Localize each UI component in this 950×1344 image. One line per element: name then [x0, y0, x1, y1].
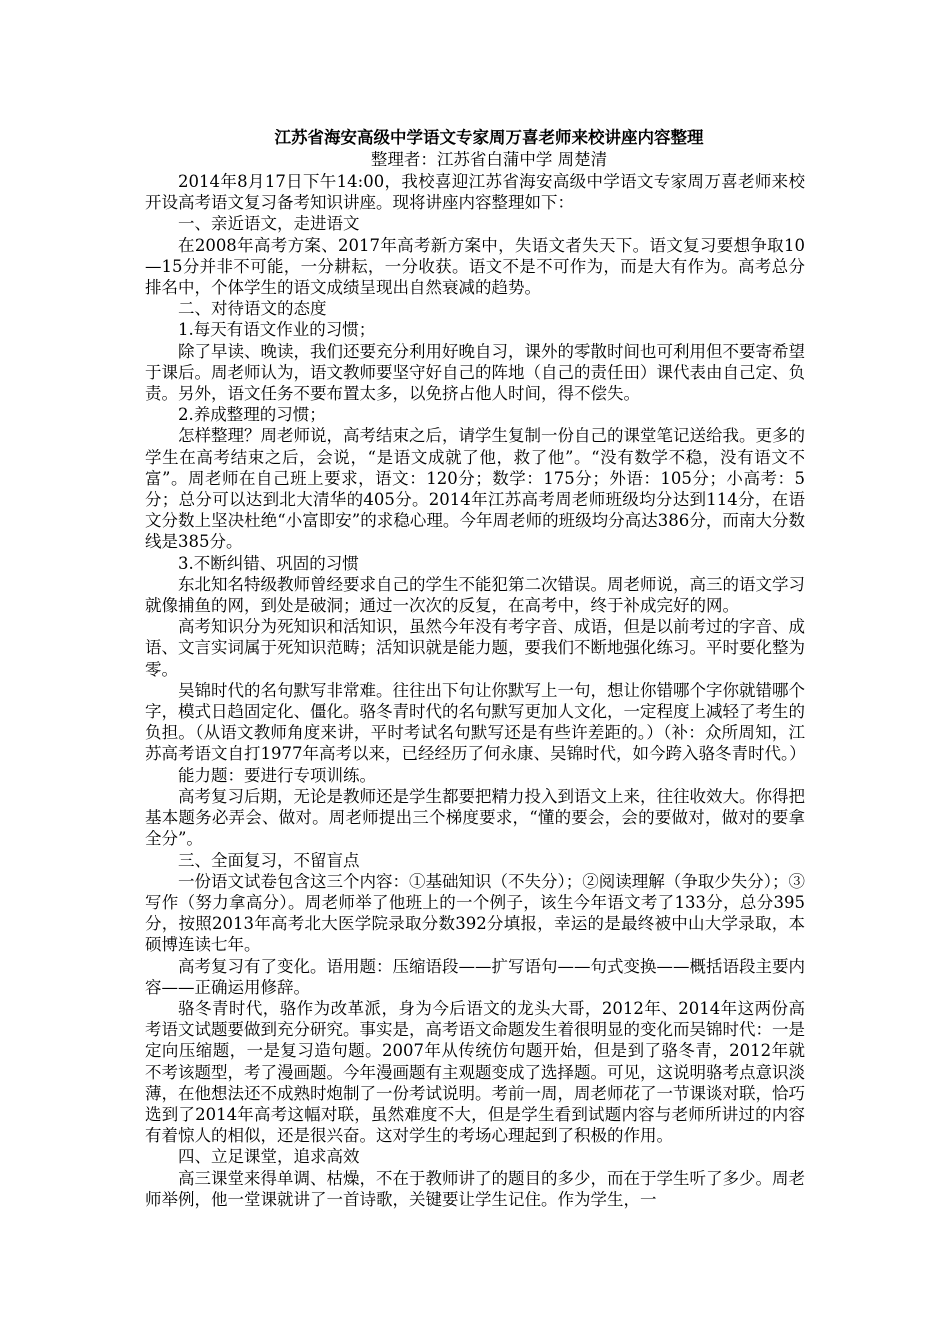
- document-title: 江苏省海安高级中学语文专家周万喜老师来校讲座内容整理: [274, 128, 704, 147]
- paragraph: 高考知识分为死知识和活知识，虽然今年没有考字音、成语，但是以前考过的字音、成语、文言实词属于死知识范畴；活知识就是能力题，要我们不断地强化练习。平时要化整为零。: [145, 617, 805, 679]
- section-heading: 一、亲近语文，走进语文: [178, 214, 360, 234]
- paragraph: 高考复习有了变化。语用题：压缩语段——扩写语句——句式变换——概括语段主要内容——正确运用修辞。: [145, 956, 805, 997]
- paragraph: 高考复习后期，无论是教师还是学生都要把精力投入到语文上来，往往收效大。你得把基本题务必弄会、做对。周老师提出三个梯度要求，“懂的要会，会的要做对，做对的要拿全分”。: [145, 786, 805, 849]
- subsection-heading: 1.每天有语文作业的习惯；: [178, 320, 376, 340]
- subsection-heading: 2.养成整理的习惯；: [178, 405, 326, 425]
- section-heading: 四、立足课堂，追求高效: [178, 1147, 360, 1167]
- paragraph: 一份语文试卷包含这三个内容：①基础知识（不失分）；②阅读理解（争取少失分）；③写作（努力拿高分）。周老师举了他班上的一个例子，该生今年语文考了133分，总分395分，按照2013年高考北大医学院录取分数392分填报，幸运的是最终被中山大学录取，本硕博连读七年。: [145, 871, 805, 955]
- document-author: 整理者：江苏省白蒲中学 周楚清: [370, 150, 608, 169]
- paragraph: 在2008年高考方案、2017年高考新方案中，失语文者失天下。语文复习要想争取10—15分并非不可能，一分耕耘，一分收获。语文不是不可作为，而是大有作为。高考总分排名中，个体学生的语文成绩呈现出自然衰减的趋势。: [145, 235, 805, 298]
- paragraph: 能力题：要进行专项训练。: [178, 765, 376, 785]
- paragraph: 吴锦时代的名句默写非常难。往往出下句让你默写上一句，想让你错哪个字你就错哪个字，模式日趋固定化、僵化。骆冬青时代的名句默写更加人文化，一定程度上减轻了考生的负担。（从语文教师角度来讲，平时考试名句默写还是有些许差距的。）（补：众所周知，江苏高考语文自打1977年高考以来，已经经历了何永康、吴锦时代，如今跨入骆冬青时代。）: [145, 680, 806, 764]
- paragraph: 除了早读、晚读，我们还要充分利用好晚自习，课外的零散时间也可利用但不要寄希望于课后。周老师认为，语文教师要坚守好自己的阵地（自己的责任田）课代表由自己定、负责。另外，语文任务不要布置太多，以免挤占他人时间，得不偿失。: [145, 341, 805, 404]
- paragraph: 高三课堂来得单调、枯燥，不在于教师讲了的题目的多少，而在于学生听了多少。周老师举例，他一堂课就讲了一首诗歌，关键要让学生记住。作为学生，一: [145, 1168, 805, 1209]
- section-heading: 三、全面复习，不留盲点: [178, 850, 360, 870]
- paragraph: 东北知名特级教师曾经要求自己的学生不能犯第二次错误。周老师说，高三的语文学习就像捕鱼的网，到处是破洞；通过一次次的反复，在高考中，终于补成完好的网。: [145, 574, 805, 616]
- paragraph: 怎样整理？周老师说，高考结束之后，请学生复制一份自己的课堂笔记送给我。更多的学生在高考结束之后，会说，“是语文成就了他，救了他”。“没有数学不稳，没有语文不富”。周老师在自己班上要求，语文：120分；数学：175分；外语：105分；小高考：5分；总分可以达到北大清华的405分。2014年江苏高考周老师班级均分达到114分，在语文分数上坚决杜绝“小富即安”的求稳心理。今年周老师的班级均分高达386分，而南大分数线是385分。: [145, 426, 805, 552]
- section-heading: 二、对待语文的态度: [178, 299, 327, 319]
- paragraph: 2014年8月17日下午14:00，我校喜迎江苏省海安高级中学语文专家周万喜老师来校开设高考语文复习备考知识讲座。现将讲座内容整理如下：: [145, 172, 805, 213]
- subsection-heading: 3.不断纠错、巩固的习惯: [178, 553, 359, 573]
- paragraph: 骆冬青时代，骆作为改革派，身为今后语文的龙头大哥，2012年、2014年这两份高考语文试题要做到充分研究。事实是，高考语文命题发生着很明显的变化而吴锦时代：一是定向压缩题，一是复习造句题。2007年从传统仿句题开始，但是到了骆冬青，2012年就不考该题型，考了漫画题。今年漫画题有主观题变成了选择题。可见，这说明骆考点意识淡薄，在他想法还不成熟时炮制了一份考试说明。考前一周，周老师花了一节课谈对联，恰巧选到了2014年高考这幅对联，虽然难度不大，但是学生看到试题内容与老师所讲过的内容有着惊人的相似，还是很兴奋。这对学生的考场心理起到了积极的作用。: [145, 998, 805, 1146]
